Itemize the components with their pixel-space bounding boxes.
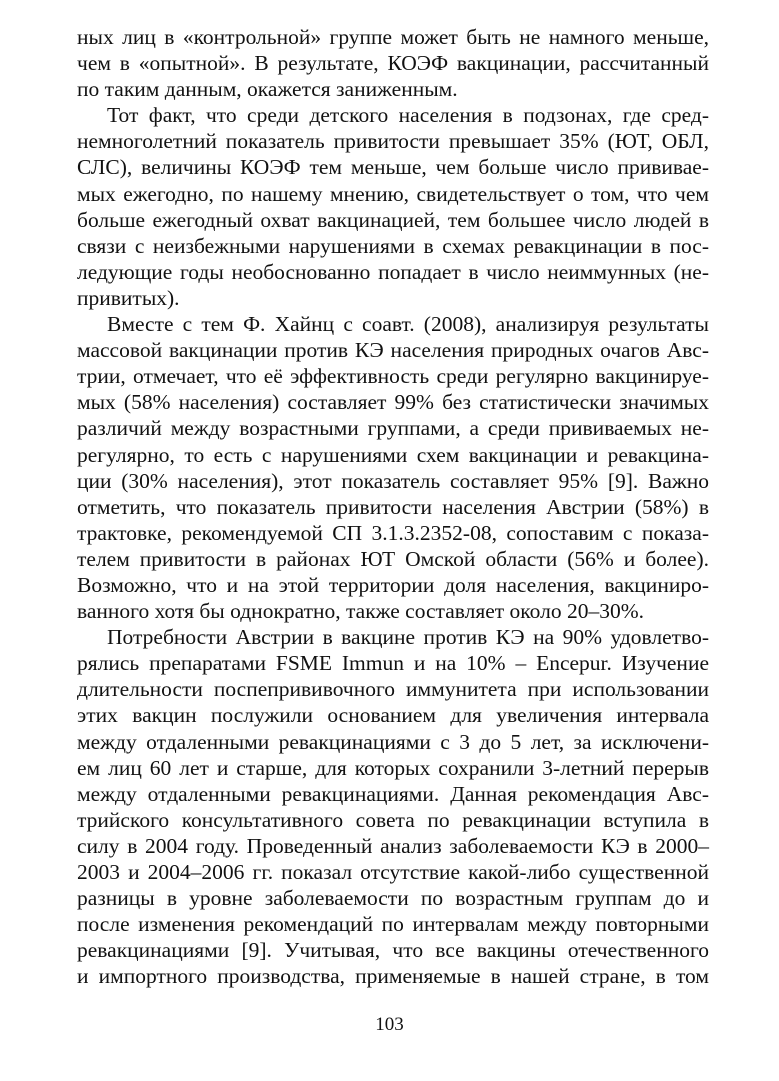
text-line: телем привитости в районах ЮТ Омской области (56% и более). — [77, 546, 709, 571]
body-text — [77, 24, 709, 989]
text-line: больше ежегодный охват вакцинацией, тем большее число людей в — [77, 207, 709, 232]
text-line: длительности поспепрививочного иммунитета при использовании — [77, 677, 709, 702]
text-line: между отдаленными ревакцинациями. Данная рекомендация Авс- — [77, 781, 709, 806]
text-line: Тот факт, что среди детского населения в подзонах, где сред- — [107, 103, 709, 128]
text-line: разницы в уровне заболеваемости по возрастным группам до и — [77, 886, 709, 911]
text-line: трийского консультативного совета по ревакцинации вступила в — [77, 807, 709, 832]
text-line: Потребности Австрии в вакцине против КЭ на 90% удовлетво- — [107, 625, 709, 650]
text-line: по таким данным, окажется заниженным. — [77, 77, 458, 102]
text-line: силу в 2004 году. Проведенный анализ заболеваемости КЭ в 2000– — [77, 833, 709, 858]
page-number: 103 — [375, 1014, 404, 1035]
text-line: мых ежегодно, по нашему мнению, свидетельствует о том, что чем — [77, 181, 709, 206]
text-line: рялись препаратами FSME Immun и на 10% – Encepur. Изучение — [77, 651, 709, 676]
paragraph — [77, 624, 709, 989]
text-line: мых (58% населения) составляет 99% без статистически значимых — [77, 390, 709, 415]
text-line: ции (30% населения), этот показатель составляет 95% [9]. Важно — [77, 468, 709, 493]
text-line: трии, отмечает, что её эффективность среди регулярно вакцинируе- — [77, 364, 709, 389]
text-line: СЛС), величины КОЭФ тем меньше, чем больше число прививае- — [77, 155, 709, 180]
text-line: между отдаленными ревакцинациями с 3 до 5 лет, за исключени- — [77, 729, 709, 754]
text-line: ледующие годы необоснованно попадает в число неиммунных (не- — [77, 259, 709, 284]
text-line: связи с неизбежными нарушениями в схемах ревакцинации в пос- — [77, 233, 709, 258]
text-line: Вместе с тем Ф. Хайнц с соавт. (2008), анализируя результаты — [107, 312, 709, 337]
text-line: и импортного производства, применяемые в нашей стране, в том — [77, 964, 709, 989]
text-line: ревакцинациями [9]. Учитывая, что все вакцины отечественного — [77, 938, 709, 963]
text-line: Возможно, что и на этой территории доля населения, вакциниро- — [77, 572, 709, 597]
text-line: ных лиц в «контрольной» группе может быть не намного меньше, — [77, 25, 709, 49]
text-line: отметить, что показатель привитости населения Австрии (58%) в — [77, 494, 709, 519]
text-line: после изменения рекомендаций по интервалам между повторными — [77, 912, 709, 937]
text-line: чем в «опытной». В результате, КОЭФ вакцинации, рассчитанный — [77, 51, 709, 76]
paragraph — [77, 102, 709, 311]
text-line: регулярно, то есть с нарушениями схем вакцинации и ревакцина- — [77, 442, 709, 467]
text-line: этих вакцин послужили основанием для увеличения интервала — [77, 703, 709, 728]
text-line: ванного хотя бы однократно, также составляет около 20–30%. — [77, 599, 644, 624]
text-line: массовой вакцинации против КЭ населения природных очагов Авс- — [77, 338, 709, 363]
text-line: привитых). — [77, 285, 180, 310]
text-line: ем лиц 60 лет и старше, для которых сохранили 3-летний перерыв — [77, 755, 709, 780]
text-line: немноголетний показатель привитости превышает 35% (ЮТ, ОБЛ, — [77, 129, 709, 154]
paragraph — [77, 24, 709, 102]
text-line: 2003 и 2004–2006 гг. показал отсутствие какой-либо существенной — [77, 860, 709, 884]
text-line: трактовке, рекомендуемой СП 3.1.3.2352-08, сопоставим с показа- — [77, 520, 709, 545]
text-line: различий между возрастными группами, а среди прививаемых не- — [77, 416, 709, 441]
paragraph — [77, 311, 709, 624]
